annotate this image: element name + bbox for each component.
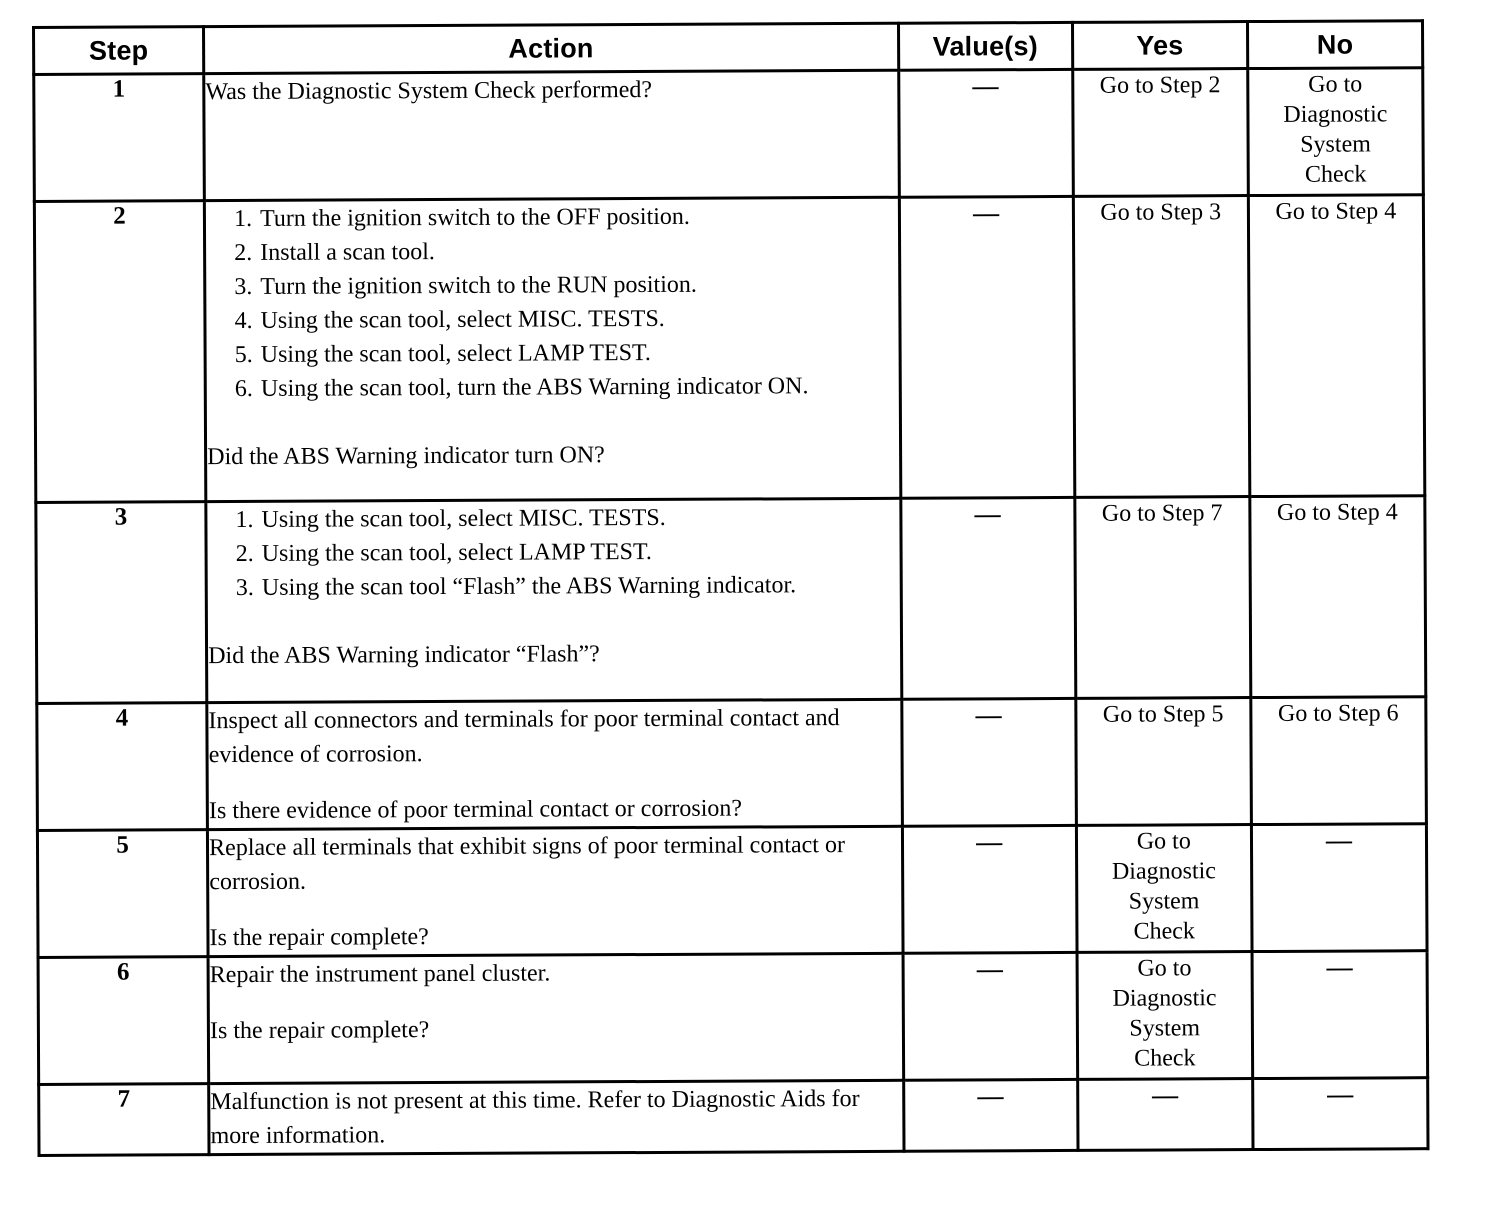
action-step: 2. Using the scan tool, select LAMP TEST. (260, 534, 900, 571)
action-step: 5. Using the scan tool, select LAMP TEST. (259, 335, 899, 372)
yes-dash: — (1151, 1080, 1179, 1110)
action-step-list (207, 500, 899, 605)
table-row (38, 951, 1428, 1085)
yes-target: Go to Step 7 (1101, 500, 1223, 527)
value-dash: — (977, 1081, 1004, 1111)
action-instruction: Malfunction is not present at this time. Refer to Diagnostic Aids for more information. (210, 1085, 860, 1150)
yes-cell (1076, 825, 1252, 953)
action-question: Is there evidence of poor terminal contact or corrosion? (208, 795, 743, 825)
no-target: Go to Step 4 (1276, 499, 1398, 526)
value-dash: — (972, 71, 999, 101)
diagnostic-table (32, 19, 1430, 1157)
no-cell (1253, 1078, 1428, 1150)
table-row (34, 68, 1424, 202)
no-cell (1252, 951, 1428, 1079)
no-dash: — (1326, 952, 1353, 982)
value-dash: — (973, 198, 1000, 228)
action-cell (206, 498, 901, 702)
yes-target: Go to Step 3 (1100, 199, 1222, 226)
value-dash: — (974, 499, 1001, 529)
table-row (37, 697, 1427, 831)
action-step: 3. Using the scan tool “Flash” the ABS Warning indicator. (260, 568, 900, 605)
value-cell (898, 69, 1073, 197)
action-step: 4. Using the scan tool, select MISC. TESTS. (258, 301, 898, 338)
value-dash: — (975, 700, 1002, 730)
yes-cell (1076, 698, 1252, 826)
step-number: 1 (34, 74, 205, 202)
action-question: Is the repair complete? (209, 924, 429, 952)
table-row (37, 824, 1427, 958)
value-cell (900, 497, 1075, 699)
action-question: Did the ABS Warning indicator “Flash”? (208, 641, 600, 670)
yes-cell (1072, 69, 1248, 197)
no-target: Go to Step 6 (1277, 700, 1399, 727)
action-question: Is the repair complete? (209, 1017, 430, 1045)
no-cell (1248, 68, 1424, 196)
action-step-list (206, 199, 898, 406)
action-cell (204, 197, 900, 501)
yes-cell (1077, 952, 1253, 1080)
no-cell (1250, 496, 1426, 698)
yes-target: Go to Step 5 (1102, 701, 1224, 728)
action-step: 6. Using the scan tool, turn the ABS Warning indicator ON. (259, 369, 899, 406)
action-question: Was the Diagnostic System Check performed? (205, 76, 653, 106)
action-instruction: Replace all terminals that exhibit signs of poor terminal contact or corrosion. (209, 832, 845, 896)
yes-target: Go to Diagnostic System Check (1111, 828, 1216, 945)
table-row (39, 1078, 1428, 1156)
yes-target: Go to Diagnostic System Check (1112, 955, 1217, 1072)
value-cell (903, 952, 1078, 1080)
no-cell (1251, 824, 1427, 952)
header-no: No (1247, 21, 1422, 69)
no-dash: — (1325, 825, 1352, 855)
step-number: 5 (37, 830, 208, 958)
yes-cell (1077, 1079, 1252, 1151)
no-dash: — (1327, 1079, 1354, 1109)
table-row (34, 195, 1424, 503)
step-number: 7 (39, 1084, 209, 1156)
value-cell (902, 825, 1077, 953)
action-cell (208, 953, 903, 1083)
yes-cell (1075, 497, 1251, 699)
no-target: Go to Step 4 (1275, 198, 1397, 225)
value-dash: — (976, 827, 1003, 857)
no-cell (1248, 195, 1425, 497)
header-values: Value(s) (898, 22, 1072, 70)
header-action: Action (204, 23, 899, 73)
value-cell (899, 196, 1075, 498)
action-step: 2. Install a scan tool. (258, 233, 898, 270)
table-row (36, 496, 1426, 704)
action-step: 3. Turn the ignition switch to the RUN position. (258, 267, 898, 304)
header-row (34, 21, 1423, 75)
action-cell (209, 1080, 904, 1154)
header-yes: Yes (1072, 22, 1247, 70)
step-number: 6 (38, 957, 209, 1085)
action-instruction: Inspect all connectors and terminals for poor terminal contact and evidence of corrosion. (208, 705, 840, 769)
action-step: 1. Using the scan tool, select MISC. TESTS. (259, 500, 899, 537)
action-cell (208, 826, 903, 956)
yes-target: Go to Step 2 (1099, 72, 1221, 99)
step-number: 3 (36, 502, 207, 704)
action-instruction: Repair the instrument panel cluster. (209, 960, 551, 989)
action-question: Did the ABS Warning indicator turn ON? (207, 442, 605, 471)
header-step: Step (34, 27, 204, 75)
no-target: Go to Diagnostic System Check (1283, 71, 1388, 188)
action-cell (207, 699, 902, 829)
value-cell (901, 698, 1076, 826)
action-step: 1. Turn the ignition switch to the OFF position. (258, 199, 898, 236)
action-cell (204, 70, 899, 200)
no-cell (1251, 697, 1427, 825)
step-number: 4 (37, 703, 208, 831)
value-cell (903, 1079, 1077, 1151)
yes-cell (1073, 196, 1250, 498)
value-dash: — (976, 954, 1003, 984)
step-number: 2 (34, 201, 206, 503)
